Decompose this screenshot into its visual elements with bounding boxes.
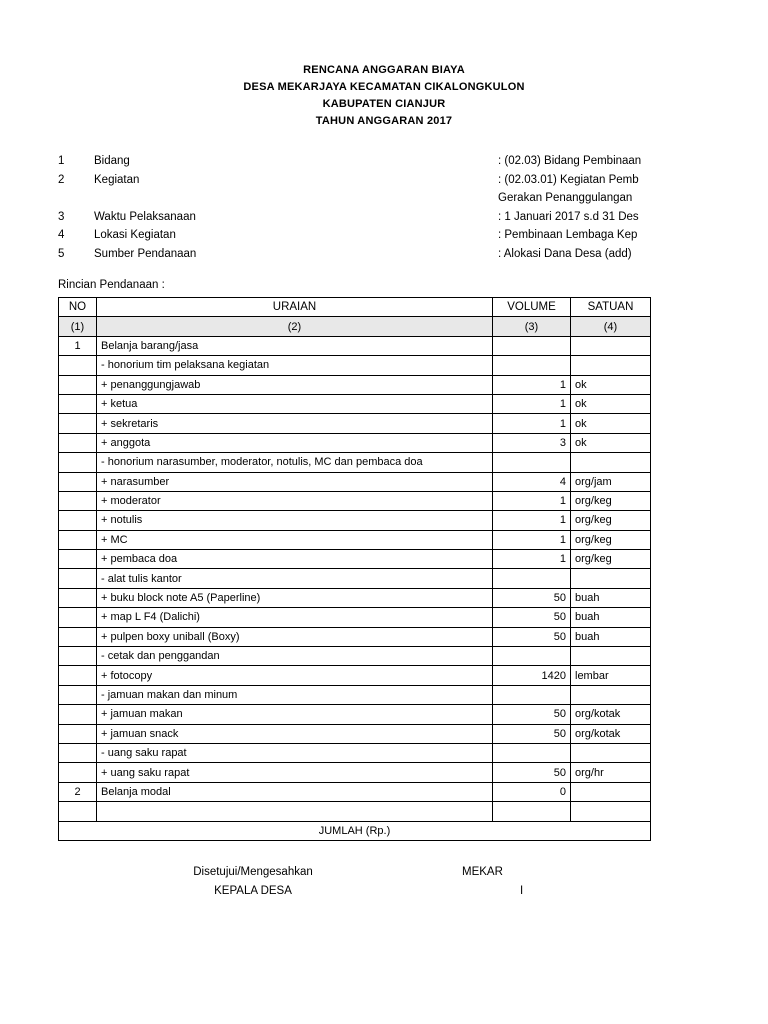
- cell-uraian: - alat tulis kantor: [97, 569, 493, 588]
- meta-label: Waktu Pelaksanaan: [94, 210, 196, 223]
- colnum-3: (3): [493, 317, 571, 336]
- meta-number: 2: [58, 173, 65, 186]
- cell-uraian: + narasumber: [97, 472, 493, 491]
- cell-uraian: + buku block note A5 (Paperline): [97, 588, 493, 607]
- table-row: [59, 569, 651, 588]
- cell-volume: 50: [493, 588, 571, 607]
- meta-number: 3: [58, 210, 65, 223]
- table-row: [59, 685, 651, 704]
- header-uraian: URAIAN: [97, 298, 493, 317]
- cell-uraian: + pulpen boxy uniball (Boxy): [97, 627, 493, 646]
- meta-row-sumber-pendanaan: [58, 245, 768, 264]
- cell-uraian: + moderator: [97, 491, 493, 510]
- cell-volume: 50: [493, 724, 571, 743]
- cell-volume: 1: [493, 394, 571, 413]
- metadata-block: [0, 152, 768, 263]
- meta-label: Sumber Pendanaan: [94, 247, 197, 260]
- table-total-row: [59, 821, 651, 840]
- cell-satuan: [571, 782, 651, 801]
- cell-uraian: + MC: [97, 530, 493, 549]
- cell-volume: 0: [493, 782, 571, 801]
- title-line-4: TAHUN ANGGARAN 2017: [315, 115, 453, 127]
- title-line-2: DESA MEKARJAYA KECAMATAN CIKALONGKULON: [243, 81, 525, 93]
- cell-uraian: + fotocopy: [97, 666, 493, 685]
- cell-uraian: - cetak dan penggandan: [97, 647, 493, 666]
- table-row: [59, 666, 651, 685]
- cell-volume: [493, 453, 571, 472]
- cell-satuan: ok: [571, 375, 651, 394]
- cell-no: [59, 802, 97, 821]
- cell-uraian: Belanja barang/jasa: [97, 336, 493, 355]
- cell-volume: [493, 685, 571, 704]
- meta-label: Lokasi Kegiatan: [94, 229, 176, 241]
- table-row: [59, 763, 651, 782]
- cell-uraian: + jamuan snack: [97, 724, 493, 743]
- cell-satuan: ok: [571, 414, 651, 433]
- table-row: [59, 530, 651, 549]
- cell-no: [59, 608, 97, 627]
- cell-uraian: + jamuan makan: [97, 705, 493, 724]
- cell-satuan: buah: [571, 588, 651, 607]
- signature-left-line-1: Disetujui/Mengesahkan: [193, 865, 313, 878]
- meta-row-waktu-pelaksanaan: [58, 208, 768, 227]
- table-row: [59, 627, 651, 646]
- cell-satuan: org/keg: [571, 491, 651, 510]
- cell-satuan: org/keg: [571, 511, 651, 530]
- table-row: [59, 491, 651, 510]
- cell-satuan: org/kotak: [571, 705, 651, 724]
- cell-no: [59, 724, 97, 743]
- cell-volume: [493, 743, 571, 762]
- cell-satuan: org/hr: [571, 763, 651, 782]
- cell-no: 2: [59, 782, 97, 801]
- table-row: [59, 356, 651, 375]
- header-no: NO: [59, 298, 97, 317]
- cell-volume: 1: [493, 530, 571, 549]
- cell-uraian: + anggota: [97, 433, 493, 452]
- cell-uraian: + notulis: [97, 511, 493, 530]
- budget-table: [58, 297, 651, 841]
- cell-uraian: + sekretaris: [97, 414, 493, 433]
- meta-label: Bidang: [94, 155, 130, 167]
- cell-satuan: [571, 743, 651, 762]
- colnum-2: (2): [97, 317, 493, 336]
- colnum-4: (4): [571, 317, 651, 336]
- table-row: [59, 472, 651, 491]
- table-row: [59, 511, 651, 530]
- table-row: [59, 453, 651, 472]
- cell-volume: 50: [493, 705, 571, 724]
- cell-uraian: + uang saku rapat: [97, 763, 493, 782]
- meta-row-lokasi-kegiatan: [58, 226, 768, 245]
- table-row: [59, 433, 651, 452]
- cell-uraian: Belanja modal: [97, 782, 493, 801]
- cell-satuan: [571, 356, 651, 375]
- cell-satuan: org/kotak: [571, 724, 651, 743]
- cell-volume: 50: [493, 763, 571, 782]
- meta-value-continuation: Gerakan Penanggulangan: [498, 192, 633, 204]
- table-row: [59, 336, 651, 355]
- cell-satuan: org/jam: [571, 472, 651, 491]
- cell-volume: 4: [493, 472, 571, 491]
- cell-no: [59, 511, 97, 530]
- table-row: [59, 394, 651, 413]
- table-row: [59, 802, 651, 821]
- cell-no: [59, 394, 97, 413]
- cell-volume: 50: [493, 608, 571, 627]
- cell-no: [59, 763, 97, 782]
- cell-volume: 1: [493, 550, 571, 569]
- cell-no: [59, 375, 97, 394]
- title-line-1: RENCANA ANGGARAN BIAYA: [303, 64, 465, 76]
- meta-value: : (02.03.01) Kegiatan Pemb: [498, 173, 639, 186]
- cell-no: [59, 356, 97, 375]
- cell-satuan: [571, 569, 651, 588]
- colnum-1: (1): [59, 317, 97, 336]
- title-line-3: KABUPATEN CIANJUR: [322, 98, 446, 110]
- cell-satuan: org/keg: [571, 530, 651, 549]
- cell-no: [59, 588, 97, 607]
- cell-volume: 1: [493, 511, 571, 530]
- meta-value: : (02.03) Bidang Pembinaan: [498, 155, 642, 167]
- table-column-number-row: [59, 317, 651, 336]
- cell-volume: 1: [493, 491, 571, 510]
- table-row: [59, 608, 651, 627]
- cell-no: 1: [59, 336, 97, 355]
- cell-no: [59, 743, 97, 762]
- rincian-label: Rincian Pendanaan :: [58, 279, 165, 291]
- cell-volume: 1: [493, 375, 571, 394]
- header-volume: VOLUME: [493, 298, 571, 317]
- meta-number: 4: [58, 229, 65, 241]
- cell-no: [59, 647, 97, 666]
- cell-uraian: - honorium tim pelaksana kegiatan: [97, 356, 493, 375]
- cell-satuan: [571, 453, 651, 472]
- cell-volume: 1: [493, 414, 571, 433]
- cell-uraian: - honorium narasumber, moderator, notulis, MC dan pembaca doa: [97, 453, 493, 472]
- cell-satuan: lembar: [571, 666, 651, 685]
- cell-satuan: buah: [571, 627, 651, 646]
- table-row: [59, 705, 651, 724]
- table-row: [59, 414, 651, 433]
- cell-no: [59, 530, 97, 549]
- signature-left: [58, 863, 448, 901]
- signature-left-line-2: KEPALA DESA: [214, 884, 292, 897]
- cell-no: [59, 627, 97, 646]
- cell-volume: [493, 802, 571, 821]
- cell-uraian: [97, 802, 493, 821]
- cell-no: [59, 569, 97, 588]
- cell-no: [59, 705, 97, 724]
- document-title: [0, 62, 768, 130]
- cell-no: [59, 685, 97, 704]
- cell-uraian: + pembaca doa: [97, 550, 493, 569]
- cell-volume: [493, 356, 571, 375]
- cell-volume: [493, 647, 571, 666]
- meta-value: : Alokasi Dana Desa (add): [498, 247, 632, 260]
- cell-no: [59, 550, 97, 569]
- meta-label: Kegiatan: [94, 173, 140, 186]
- cell-satuan: [571, 336, 651, 355]
- table-header-row: [59, 298, 651, 317]
- meta-row-kegiatan: [58, 171, 768, 190]
- cell-volume: [493, 569, 571, 588]
- table-row: [59, 724, 651, 743]
- cell-satuan: [571, 685, 651, 704]
- cell-satuan: ok: [571, 433, 651, 452]
- cell-satuan: ok: [571, 394, 651, 413]
- cell-uraian: - jamuan makan dan minum: [97, 685, 493, 704]
- cell-no: [59, 414, 97, 433]
- table-row: [59, 375, 651, 394]
- signature-block: [0, 863, 768, 901]
- cell-satuan: [571, 647, 651, 666]
- total-label: JUMLAH (Rp.): [59, 821, 651, 840]
- cell-no: [59, 491, 97, 510]
- table-row: [59, 647, 651, 666]
- cell-satuan: [571, 802, 651, 821]
- cell-volume: 3: [493, 433, 571, 452]
- cell-no: [59, 433, 97, 452]
- cell-volume: [493, 336, 571, 355]
- meta-value: : Pembinaan Lembaga Kep: [498, 229, 638, 241]
- cell-uraian: - uang saku rapat: [97, 743, 493, 762]
- cell-satuan: buah: [571, 608, 651, 627]
- table-row: [59, 782, 651, 801]
- table-row: [59, 743, 651, 762]
- cell-volume: 50: [493, 627, 571, 646]
- signature-right-line-2: I: [520, 884, 524, 897]
- table-row: [59, 550, 651, 569]
- table-row: [59, 588, 651, 607]
- header-satuan: SATUAN: [571, 298, 651, 317]
- meta-number: 5: [58, 247, 65, 260]
- meta-value: : 1 Januari 2017 s.d 31 Des: [498, 210, 639, 223]
- meta-number: 1: [58, 155, 65, 167]
- meta-row-bidang: [58, 152, 768, 171]
- cell-volume: 1420: [493, 666, 571, 685]
- cell-uraian: + ketua: [97, 394, 493, 413]
- cell-no: [59, 472, 97, 491]
- cell-uraian: + map L F4 (Dalichi): [97, 608, 493, 627]
- signature-right-line-1: MEKAR: [462, 865, 503, 878]
- cell-uraian: + penanggungjawab: [97, 375, 493, 394]
- cell-no: [59, 666, 97, 685]
- cell-no: [59, 453, 97, 472]
- cell-satuan: org/keg: [571, 550, 651, 569]
- signature-right: [448, 863, 768, 901]
